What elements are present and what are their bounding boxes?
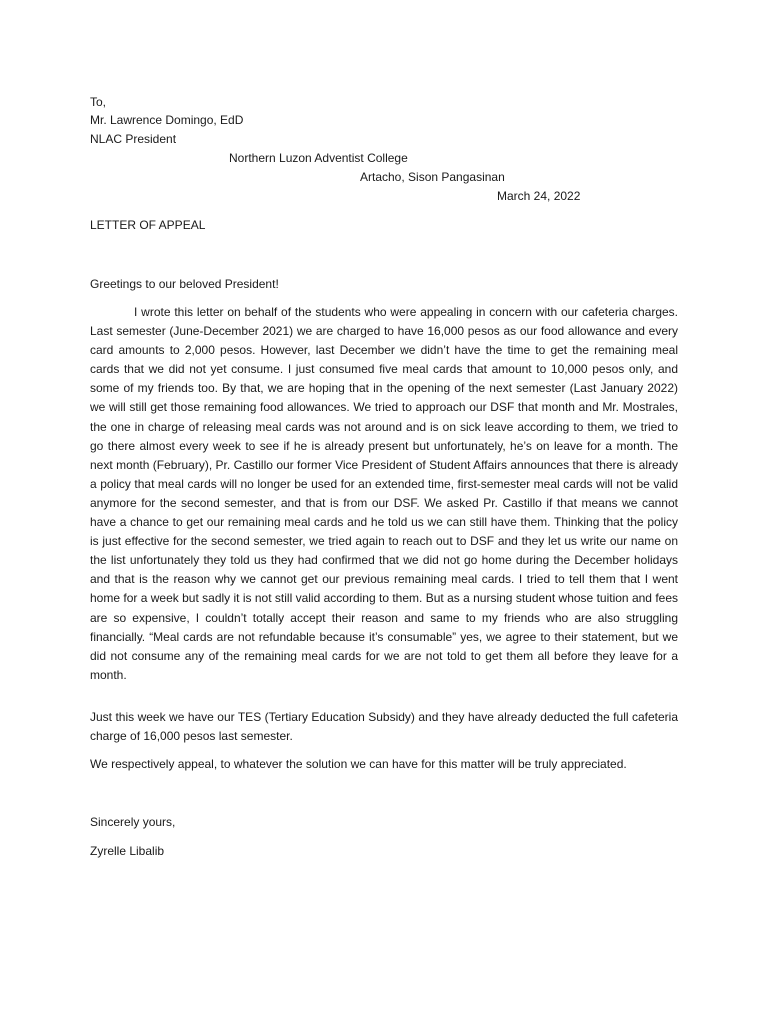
letter-body-paragraph-3 — [90, 755, 678, 774]
paragraph: Just this week we have our TES (Tertiary Education Subsidy) and they have already deducted the full cafeteria charge of 16,000 pesos last semester. — [90, 710, 678, 744]
paragraph: I wrote this letter on behalf of the students who were appealing in concern with our cafeteria charges. Last semester (June-December 2021) we are charged to have 16,000 pesos as our food allowance and every card amounts to 2,000 pesos. However, last December we didn’t have the time to get the remaining meal cards that we did not yet consume. I just consumed five meal cards that amount to 10,000 pesos only, and some of my friends too. By that, we are hoping that in the opening of the next semester (Last January 2022) we will still get those remaining food allowances. We tried to approach our DSF that month and Mr. Mostrales, the one in charge of releasing meal cards was not around and is on sick leave according to them, we tried to go there almost every week to see if he is already present but unfortunately, he’s on leave for a month. The next month (February), Pr. Castillo our former Vice President of Student Affairs announces that there is already a policy that meal cards will no longer be used for an extended time, first-semester meal cards will not be valid anymore for the second semester, and that is from our DSF. We asked Pr. Castillo if that means we cannot have a chance to get our remaining meal cards and he told us we can still have them. Thinking that the policy is just effective for the second semester, we tried again to reach out to DSF and they let us write our name on the list unfortunately they told us they had confirmed that we did not go home during the December holidays and that is the reason why we cannot get our previous remaining meal cards. I tried to tell them that I went home for a week but sadly it is not still valid according to them. But as a nursing student whose tuition and fees are so expensive, I couldn’t totally accept their reason and same to my friends who are also struggling financially. “Meal cards are not refundable because it’s consumable” yes, we agree to their statement, but we did not consume any of the remaining meal cards for we are not told to get them all before they leave for a month. — [90, 305, 678, 682]
recipient-title: NLAC President — [90, 132, 177, 146]
institution-name: Northern Luzon Adventist College — [229, 151, 408, 165]
institution-address: Artacho, Sison Pangasinan — [360, 170, 505, 184]
signatory-name: Zyrelle Libalib — [90, 844, 165, 858]
greeting: Greetings to our beloved President! — [90, 277, 279, 291]
letter-subject: LETTER OF APPEAL — [90, 218, 206, 232]
letter-body-paragraph-1 — [90, 303, 678, 685]
recipient-name: Mr. Lawrence Domingo, EdD — [90, 113, 244, 127]
closing: Sincerely yours, — [90, 815, 176, 829]
letter-body-paragraph-2 — [90, 708, 678, 746]
letter-date: March 24, 2022 — [497, 189, 581, 203]
salutation-to: To, — [90, 95, 107, 109]
paragraph: We respectively appeal, to whatever the solution we can have for this matter will be truly appreciated. — [90, 757, 627, 771]
